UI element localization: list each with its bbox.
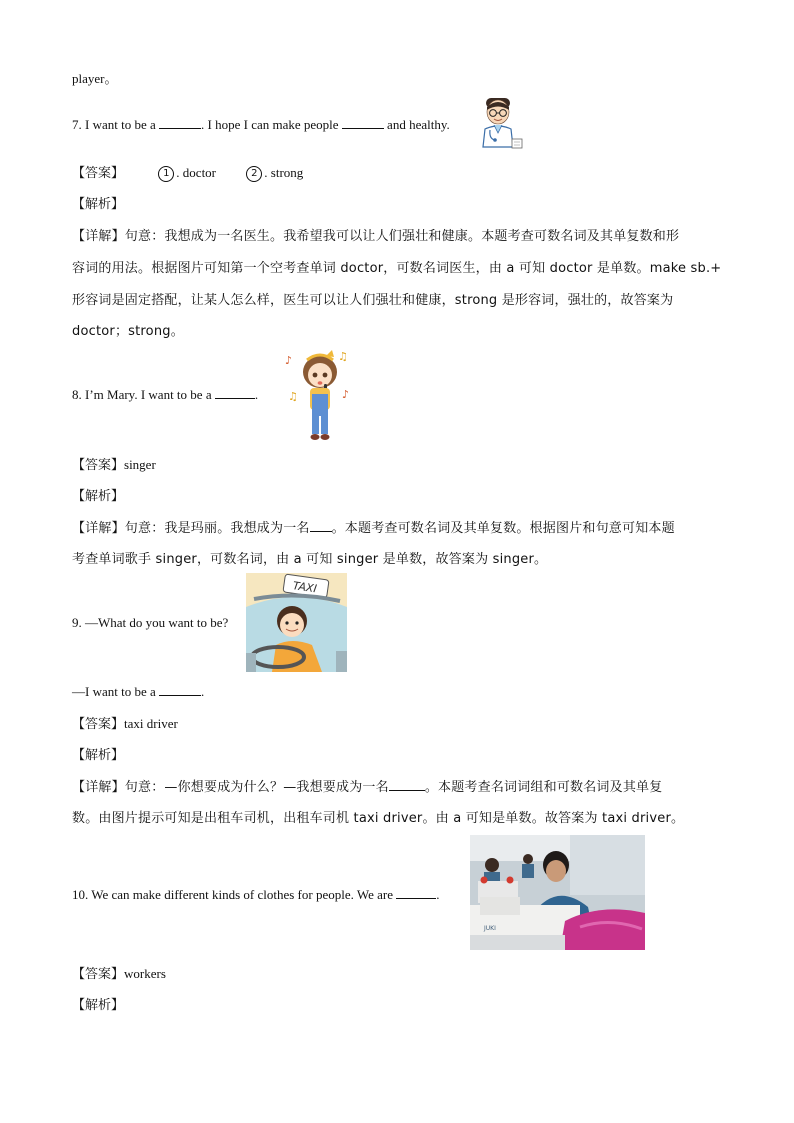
question-8 bbox=[72, 386, 258, 403]
taxi-sign-text: TAXI bbox=[292, 579, 318, 596]
svg-text:♫: ♫ bbox=[288, 390, 298, 403]
q8-detail-line-1 bbox=[72, 517, 675, 536]
answer-label: 【答案】 bbox=[72, 717, 125, 732]
q10-text-before: 10. We can make different kinds of clothes for people. We are bbox=[72, 887, 393, 902]
q7-text-before: 7. I want to be a bbox=[72, 117, 156, 132]
q8-analysis-label: 【解析】 bbox=[72, 489, 125, 504]
q8-blank bbox=[215, 386, 255, 399]
singer-illustration bbox=[282, 348, 358, 444]
q7-blank-1 bbox=[159, 116, 201, 129]
q9-analysis-label: 【解析】 bbox=[72, 748, 125, 763]
q7-answer-1: . doctor bbox=[176, 165, 217, 180]
q9-reply-before: —I want to be a bbox=[72, 684, 156, 699]
q10-blank bbox=[396, 886, 436, 899]
q8-answer-value: singer bbox=[124, 457, 156, 472]
q7-answer-2: . strong bbox=[264, 165, 304, 180]
q10-answer bbox=[72, 963, 166, 982]
q9-detail-blank bbox=[389, 778, 425, 791]
svg-text:♪: ♪ bbox=[342, 388, 350, 401]
q7-detail-line-2: 容词的用法。根据图片可知第一个空考查单词 doctor，可数名词医生，由 a 可知 doctor 是单数。make sb.+ bbox=[72, 261, 722, 276]
q8-text-before: 8. I’m Mary. I want to be a bbox=[72, 387, 212, 402]
q7-text-middle: . I hope I can make people bbox=[201, 117, 339, 132]
circled-number-1: 1 bbox=[158, 166, 174, 182]
q7-detail-line-3: 形容词是固定搭配，让某人怎么样，医生可以让人们强壮和健康，strong 是形容词，强壮的，故答案为 bbox=[72, 293, 674, 308]
q7-detail-line-4: doctor；strong。 bbox=[72, 324, 184, 339]
answer-label: 【答案】 bbox=[72, 458, 125, 473]
q9-answer-value: taxi driver bbox=[124, 716, 178, 731]
svg-text:♫: ♫ bbox=[338, 350, 348, 363]
q7-analysis-label: 【解析】 bbox=[72, 197, 125, 212]
q9-detail-line-1 bbox=[72, 776, 662, 795]
question-9: 9. —What do you want to be? bbox=[72, 615, 229, 630]
circled-number-2: 2 bbox=[246, 166, 262, 182]
q9-reply-after: . bbox=[201, 684, 205, 699]
q8-detail-text-pre: 【详解】句意：我是玛丽。我想成为一名 bbox=[72, 521, 310, 536]
q8-text-after: . bbox=[254, 387, 259, 402]
question-10 bbox=[72, 886, 440, 903]
question-7 bbox=[72, 116, 450, 133]
svg-text:JUKI: JUKI bbox=[484, 925, 496, 932]
q8-answer bbox=[72, 454, 156, 473]
q10-analysis-label: 【解析】 bbox=[72, 998, 125, 1013]
q7-detail-line-1: 【详解】句意：我想成为一名医生。我希望我可以让人们强壮和健康。本题考查可数名词及其单复数和形 bbox=[72, 229, 680, 244]
sewing-workers-photo bbox=[470, 835, 645, 950]
q9-detail-line-2: 数。由图片提示可知是出租车司机，出租车司机 taxi driver。由 a 可知是单数。故答案为 taxi driver。 bbox=[72, 811, 685, 826]
q7-blank-2 bbox=[342, 116, 384, 129]
answer-label: 【答案】 bbox=[72, 967, 125, 982]
q8-detail-text-post: 。本题考查可数名词及其单复数。根据图片和句意可知本题 bbox=[331, 521, 675, 536]
answer-label: 【答案】 bbox=[72, 166, 125, 181]
q10-answer-value: workers bbox=[124, 966, 166, 981]
q9-detail-text-post: 。本题考查名词词组和可数名词及其单复 bbox=[424, 780, 663, 795]
q10-text-after: . bbox=[436, 887, 440, 902]
q9-answer bbox=[72, 713, 178, 732]
taxi-illustration bbox=[246, 573, 347, 672]
doctor-illustration bbox=[477, 97, 523, 149]
q8-detail-line-2: 考查单词歌手 singer，可数名词，由 a 可知 singer 是单数，故答案为 singer。 bbox=[72, 552, 548, 567]
q7-text-after: and healthy. bbox=[387, 117, 450, 132]
q8-detail-blank bbox=[310, 519, 332, 532]
q9-detail-text-pre: 【详解】句意：—你想要成为什么？—我想要成为一名 bbox=[72, 780, 389, 795]
q9-blank bbox=[159, 683, 201, 696]
q9-reply bbox=[72, 683, 204, 700]
q7-answer bbox=[72, 162, 303, 182]
svg-text:♪: ♪ bbox=[285, 354, 293, 367]
text-fragment: player。 bbox=[72, 71, 118, 86]
